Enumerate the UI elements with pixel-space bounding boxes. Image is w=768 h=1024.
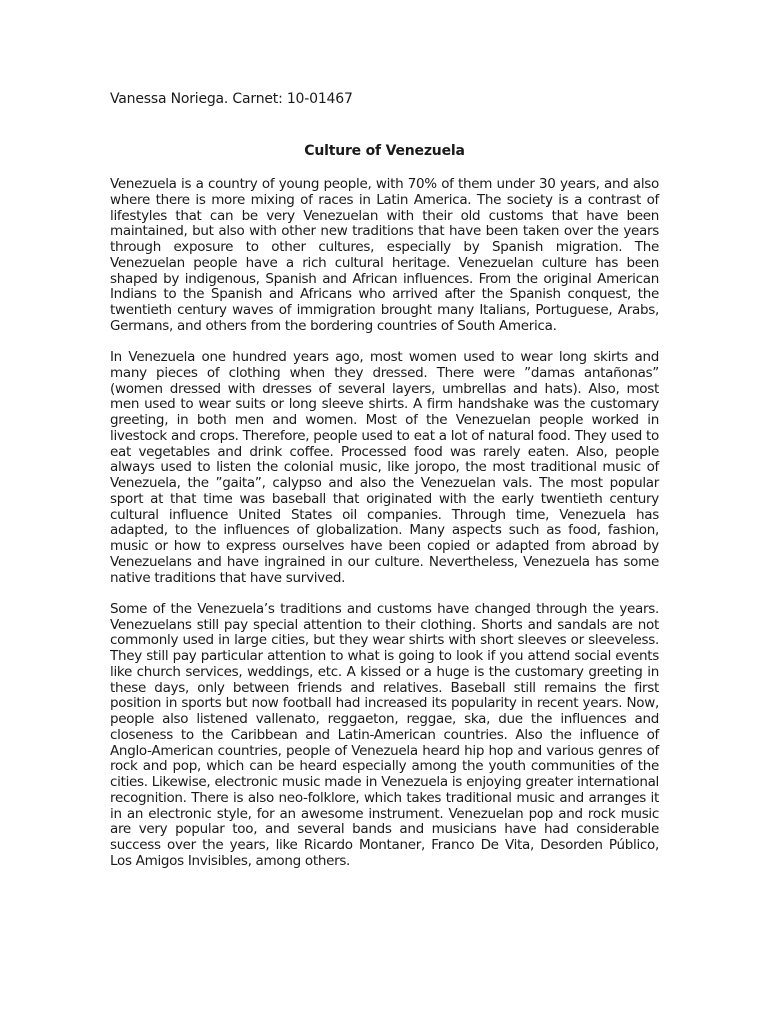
paragraph-3: Some of the Venezuela’s traditions and customs have changed through the years. Venezuelans still pay special attention to their clothing. Shorts and sandals are not commonly used in large cities, but they wear shirts with short sleeves or sleeveless. They still pay particular attention to what is going to look if you attend social events like church services, weddings, etc. A kissed or a huge is the customary greeting in these days, only between friends and relatives. Baseball still remains the first position in sports but now football had increased its popularity in recent years. Now, people also listened vallenato, reggaeton, reggae, ska, due the influences and closeness to the Caribbean and Latin-American countries. Also the influence of Anglo-American countries, people of Venezuela heard hip hop and various genres of rock and pop, which can be heard especially among the youth communities of the cities. Likewise, electronic music made in Venezuela is enjoying greater international recognition. There is also neo-folklore, which takes traditional music and arranges it in an electronic style, for an awesome instrument. Venezuelan pop and rock music are very popular too, and several bands and musicians have had considerable success over the years, like Ricardo Montaner, Franco De Vita, Desorden Público, Los Amigos Invisibles, among others. xyxy=(110,600,659,869)
paragraph-1: Venezuela is a country of young people, with 70% of them under 30 years, and also where there is more mixing of races in Latin America. The society is a contrast of lifestyles that can be very Venezuelan with their old customs that have been maintained, but also with other new traditions that have been taken over the years through exposure to other cultures, especially by Spanish migration. The Venezuelan people have a rich cultural heritage. Venezuelan culture has been shaped by indigenous, Spanish and African influences. From the original American Indians to the Spanish and Africans who arrived after the Spanish conquest, the twentieth century waves of immigration brought many Italians, Portuguese, Arabs, Germans, and others from the bordering countries of South America. xyxy=(110,176,659,334)
document-title: Culture of Venezuela xyxy=(304,143,465,159)
paragraph-2: In Venezuela one hundred years ago, most women used to wear long skirts and many pieces of clothing when they dressed. There were ”damas antañonas” (women dressed with dresses of several layers, umbrellas and hats). Also, most men used to wear suits or long sleeve shirts. A firm handshake was the customary greeting, in both men and women. Most of the Venezuelan people worked in livestock and crops. Therefore, people used to eat a lot of natural food. They used to eat vegetables and drink coffee. Processed food was rarely eaten. Also, people always used to listen the colonial music, like joropo, the most traditional music of Venezuela, the ”gaita”, calypso and also the Venezuelan vals. The most popular sport at that time was baseball that originated with the early twentieth century cultural influence United States oil companies. Through time, Venezuela has adapted, to the influences of globalization. Many aspects such as food, fashion, music or how to express ourselves have been copied or adapted from abroad by Venezuelans and have ingrained in our culture. Nevertheless, Venezuela has some native traditions that have survived. xyxy=(110,349,659,586)
author-line: Vanessa Noriega. Carnet: 10-01467 xyxy=(110,91,353,107)
document-body xyxy=(110,177,659,885)
